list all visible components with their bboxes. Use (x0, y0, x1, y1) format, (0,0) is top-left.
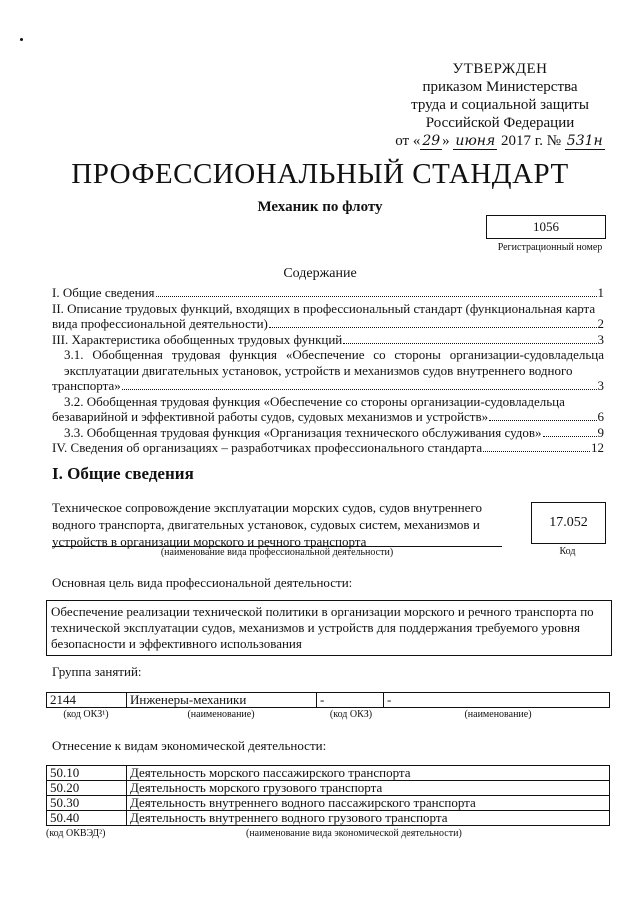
toc-item-text: транспорта» (52, 378, 121, 393)
okz-code-cell: 2144 (47, 693, 127, 708)
okved-code-cell: 50.30 (47, 796, 127, 811)
toc-item-text: IV. Сведения об организациях – разработчиках профессионального стандарта (52, 440, 483, 455)
okved-name-cell: Деятельность внутреннего водного грузового транспорта (127, 811, 610, 826)
goal-heading: Основная цель вида профессиональной деятельности: (52, 575, 353, 590)
toc-item-first-line[interactable]: 3.1. Обобщенная трудовая функция «Обеспечение со стороны организации-судовладельца эксплуатации двигательных установок, устройств и механизмов судов внутреннего водного (64, 347, 604, 378)
toc-item[interactable] (52, 316, 604, 332)
toc-dots (489, 420, 596, 421)
toc-item[interactable] (52, 409, 604, 425)
approval-stamp (380, 60, 620, 150)
toc-item-first-line[interactable]: II. Описание трудовых функций, входящих в профессиональный стандарт (функциональная карта (52, 300, 596, 316)
okved-name-cell: Деятельность внутреннего водного пассажирского транспорта (127, 796, 610, 811)
toc-item[interactable] (52, 440, 604, 456)
registration-number-label: Регистрационный номер (497, 242, 603, 253)
date-prefix: от « (395, 133, 421, 149)
okved-name-cell: Деятельность морского пассажирского транспорта (127, 766, 610, 781)
okved-name-cell: Деятельность морского грузового транспорта (127, 781, 610, 796)
activity-code-box: 17.052 (531, 502, 606, 544)
okved-name-label: (наименование вида экономической деятельности) (246, 828, 462, 839)
document-subtitle: Механик по флоту (257, 199, 383, 215)
toc-dots (156, 296, 597, 297)
toc-item-page: 6 (597, 409, 604, 424)
approval-line-federation: Российской Федерации (425, 115, 575, 131)
okved-code-cell: 50.40 (47, 811, 127, 826)
okz-name-label: (наименование) (187, 709, 255, 720)
date-mid: » (442, 133, 450, 149)
approval-date-line (380, 132, 620, 150)
toc-item-page: 3 (597, 378, 604, 393)
activity-code-label: Код (559, 546, 576, 557)
toc-item[interactable] (52, 285, 604, 301)
toc-item-first-line[interactable]: 3.2. Обобщенная трудовая функция «Обеспечение со стороны организации-судовладельца (64, 393, 565, 409)
order-number: 531н (566, 133, 603, 149)
table-row (47, 796, 610, 811)
table-row (47, 693, 610, 708)
okved-table (46, 765, 610, 826)
okz-name-cell-2: - (384, 693, 610, 708)
toc-item-text: III. Характеристика обобщенных трудовых функций (52, 331, 343, 347)
okz-name-cell: Инженеры-механики (127, 693, 317, 708)
table-row (47, 811, 610, 826)
okz-name-label-2: (наименование) (464, 709, 532, 720)
toc-item-page: 2 (597, 316, 604, 331)
toc-item-page: 3 (597, 331, 604, 347)
toc-dots (483, 451, 590, 452)
scan-speck (20, 38, 23, 41)
toc-dots (122, 389, 597, 390)
toc-item-text: 3.3. Обобщенная трудовая функция «Организация технического обслуживания судов» (64, 424, 542, 440)
toc-item-page: 12 (591, 440, 604, 455)
okz-code-label-2: (код ОКЗ) (329, 709, 373, 720)
goal-box: Обеспечение реализации технической политики в организации морского и речного транспорта по технической эксплуатации судов, механизмов и устройств для поддержания требуемого уровня безопасности и эффективного использования (46, 600, 612, 656)
section-title: I. Общие сведения (52, 464, 194, 483)
toc-item-text: I. Общие сведения (52, 285, 155, 300)
document-title: ПРОФЕССИОНАЛЬНЫЙ СТАНДАРТ (71, 158, 569, 190)
approval-line-labour: труда и социальной защиты (411, 97, 589, 113)
toc-item[interactable] (52, 332, 604, 348)
okved-heading: Отнесение к видам экономической деятельности: (52, 738, 327, 753)
occupation-group-table (46, 692, 610, 708)
registration-number-box: 1056 (486, 215, 606, 239)
activity-kind-text: Техническое сопровождение эксплуатации морских судов, судов внутреннего водного транспорта, двигательных установок, судовых систем, механизмов и устройств в организации морского и речного транспорта (52, 500, 482, 549)
date-month: июня (455, 133, 496, 149)
toc-item-page: 9 (597, 424, 604, 440)
toc-dots (269, 327, 597, 328)
toc-item-page: 1 (597, 285, 604, 300)
okved-code-label: (код ОКВЭД²) (46, 828, 106, 839)
date-year: 2017 г. № (501, 133, 562, 149)
okved-code-cell: 50.20 (47, 781, 127, 796)
toc-item[interactable] (52, 378, 604, 394)
toc-item[interactable] (52, 425, 604, 441)
table-row (47, 766, 610, 781)
approval-line-ministry: приказом Министерства (422, 79, 578, 95)
okz-code-cell-2: - (317, 693, 384, 708)
toc-item-text: вида профессиональной деятельности) (52, 316, 268, 331)
occupation-group-heading: Группа занятий: (52, 664, 142, 679)
toc-heading: Содержание (283, 266, 357, 281)
toc-item-text: безаварийной и эффективной работы судов, судовых механизмов и устройств» (52, 409, 489, 424)
date-day: 29 (422, 133, 441, 149)
okz-code-label: (код ОКЗ¹) (63, 709, 109, 720)
okved-code-cell: 50.10 (47, 766, 127, 781)
table-row (47, 781, 610, 796)
activity-kind-label: (наименование вида профессиональной деятельности) (160, 547, 394, 558)
toc-dots (343, 343, 596, 344)
approval-heading: УТВЕРЖДЕН (452, 61, 548, 77)
toc-dots (543, 436, 597, 437)
table-of-contents (52, 285, 604, 456)
